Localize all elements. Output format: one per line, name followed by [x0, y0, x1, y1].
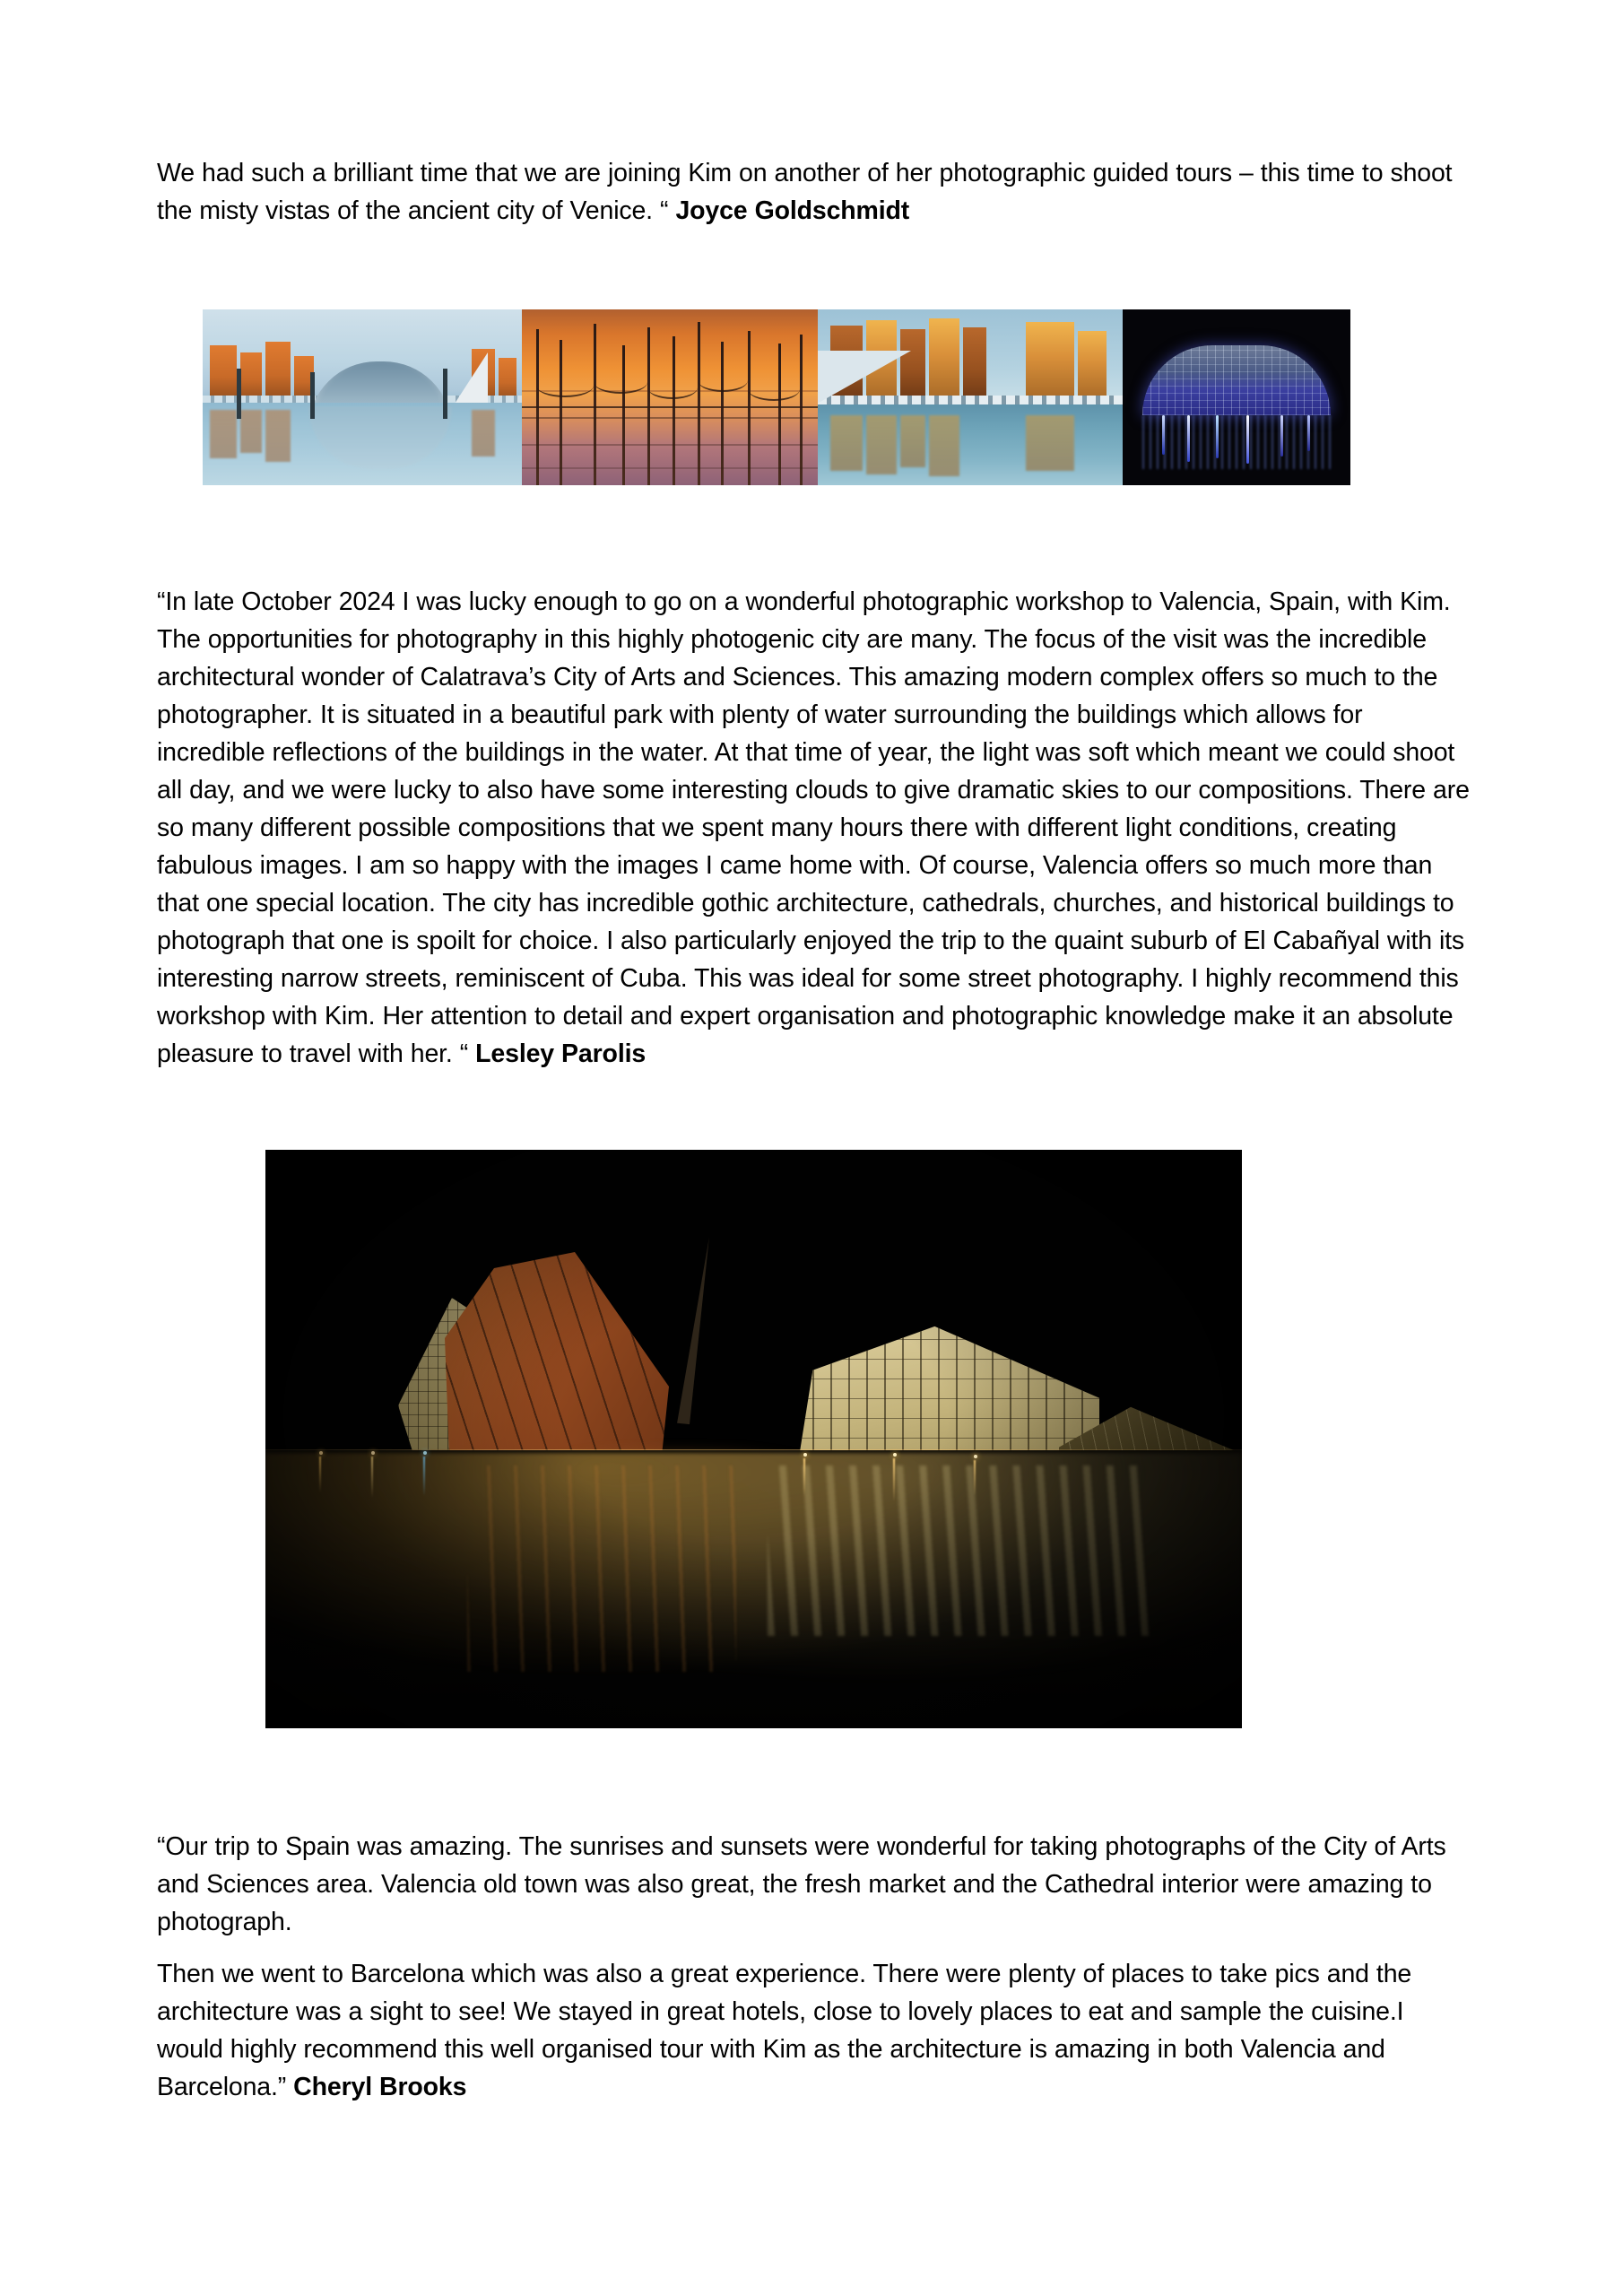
panel3-tower-reflection — [900, 415, 925, 467]
panel1-post — [237, 369, 241, 419]
panel2-net-swag — [647, 376, 698, 399]
paragraph-lesley-text: “In late October 2024 I was lucky enough to go on a wonderful photographic workshop to Valencia, Spain, with Kim. The opportunities for photography in this highly photogenic city are many. The focus of the visit was the incredible architectural wonder of Calatrava’s City of Arts and Sciences. This amazing modern complex offers so much to the photographer. It is situated in a beautiful park with plenty of water surrounding the buildings which allows for incredible reflections of the buildings in the water. At that time of year, the light was soft which meant we could shoot all day, and we were lucky to also have some interesting clouds to give dramatic skies to our compositions. There are so many different possible compositions that we spent many hours there with different light conditions, creating fabulous images. I am so happy with the images I came home with. Of course, Valencia offers so much more than that one special location. The city has incredible gothic architecture, cathedrals, churches, and historical buildings to photograph that one is spoilt for choice. I also particularly enjoyed the trip to the quaint suburb of El Cabañyal with its interesting narrow streets, reminiscent of Cuba. This was ideal for some street photography. I highly recommend this workshop with Kim. Her attention to detail and expert organisation and photographic knowledge make it an absolute pleasure to travel with her. “ — [157, 587, 1470, 1068]
paragraph-intro-block — [157, 154, 1477, 230]
attribution-lesley-parolis: Lesley Parolis — [475, 1039, 647, 1068]
hero-lamp-reflection — [423, 1457, 425, 1496]
hero-shore-lamp — [371, 1451, 375, 1455]
panel3-tower — [929, 318, 959, 399]
panel3-tower — [1078, 331, 1107, 399]
paragraph-intro — [157, 154, 1477, 230]
panel3-water — [818, 404, 1123, 485]
hero-shore-lamp — [803, 1453, 807, 1457]
panel2-net-line — [522, 406, 818, 408]
hero-sail-reflection — [467, 1465, 736, 1672]
panel2-pole — [721, 342, 724, 485]
hero-shore-lamp — [423, 1451, 427, 1455]
hero-wing-reflection — [768, 1465, 1153, 1636]
panel4-light-streak — [1216, 415, 1219, 458]
panel2-net-swag — [748, 378, 800, 401]
paragraph-cheryl-first-block — [157, 1828, 1477, 1941]
panel3-tower-reflection — [830, 415, 863, 471]
panel1-tower-reflection — [472, 410, 495, 457]
hero-lamp-reflection — [319, 1457, 321, 1492]
attribution-cheryl-brooks: Cheryl Brooks — [293, 2073, 467, 2101]
panel3-tower-reflection — [1026, 415, 1074, 471]
hero-shore-lamp — [319, 1451, 323, 1455]
panel2-net-swag — [698, 369, 748, 392]
hero-lamp-reflection — [371, 1457, 373, 1498]
paragraph-intro-text: We had such a brilliant time that we are joining Kim on another of her photographic guided tours – this time to shoot the misty vistas of the ancient city of Venice. “ — [157, 159, 1453, 225]
panel3-tower-reflection — [866, 415, 897, 474]
hero-lamp-reflection — [974, 1460, 976, 1496]
panel4-reflection — [1142, 415, 1331, 469]
panel4-light-streak — [1280, 415, 1283, 457]
panel1-tower-reflection — [210, 410, 237, 458]
strip-panel-golden-towers — [818, 309, 1123, 485]
panel2-pole — [800, 335, 803, 485]
panel3-tower-reflection — [929, 415, 959, 476]
panel2-net-line — [522, 444, 818, 446]
panel2-pole — [673, 336, 675, 485]
hero-shore-lamp — [974, 1455, 977, 1458]
paragraph-lesley-block — [157, 583, 1477, 1073]
paragraph-cheryl-second-block — [157, 1955, 1477, 2106]
paragraph-cheryl-second-text: Then we went to Barcelona which was also a great experience. There were plenty of places to take pics and the architecture was a sight to see! We stayed in great hotels, close to lovely places to eat and sample the cuisine.I would highly recommend this well organised tour with Kim as the architecture is amazing in both Valencia and Barcelona.” — [157, 1960, 1412, 2101]
panel1-post — [443, 369, 447, 419]
panel2-net-swag — [594, 370, 647, 394]
strip-panel-hemisferic-dawn — [203, 309, 522, 485]
panel1-tower — [265, 342, 291, 403]
strip-panel-agora-night-blue — [1123, 309, 1350, 485]
panel2-pole — [698, 322, 700, 485]
hero-lamp-reflection — [893, 1458, 895, 1501]
panel2-pole — [594, 324, 596, 485]
hero-shore-lamp — [893, 1453, 897, 1457]
valencia-photo-strip — [203, 309, 1350, 485]
panel2-net-swag — [536, 374, 594, 397]
panel2-net-line — [522, 417, 818, 419]
panel4-light-streak — [1246, 415, 1249, 464]
panel4-light-streak — [1187, 415, 1190, 462]
panel1-tower — [210, 345, 237, 403]
paragraph-cheryl-second — [157, 1955, 1477, 2106]
panel2-pole — [622, 345, 625, 485]
paragraph-lesley — [157, 583, 1477, 1073]
panel1-post — [310, 372, 315, 419]
city-of-arts-and-sciences-night-photo — [265, 1150, 1242, 1728]
strip-panel-fishing-nets-sunset — [522, 309, 818, 485]
panel3-tower — [1026, 322, 1074, 399]
panel2-pole — [778, 344, 781, 485]
panel2-net-line — [522, 467, 818, 469]
panel1-tower-reflection — [240, 410, 262, 453]
panel3-wedge-structure — [818, 351, 911, 406]
panel4-light-streak — [1307, 415, 1310, 451]
panel2-pole — [748, 331, 751, 485]
hero-lamp-reflection — [803, 1458, 805, 1496]
panel1-tower-reflection — [265, 410, 291, 462]
attribution-joyce-goldschmidt: Joyce Goldschmidt — [675, 196, 910, 225]
panel4-light-streak — [1162, 415, 1165, 455]
panel3-tower — [963, 327, 986, 399]
paragraph-cheryl-first: “Our trip to Spain was amazing. The sunrises and sunsets were wonderful for taking photographs of the City of Arts and Sciences area. Valencia old town was also great, the fresh market and the Cathedral interior were amazing to photograph. — [157, 1832, 1446, 1936]
panel2-pole — [560, 340, 562, 485]
